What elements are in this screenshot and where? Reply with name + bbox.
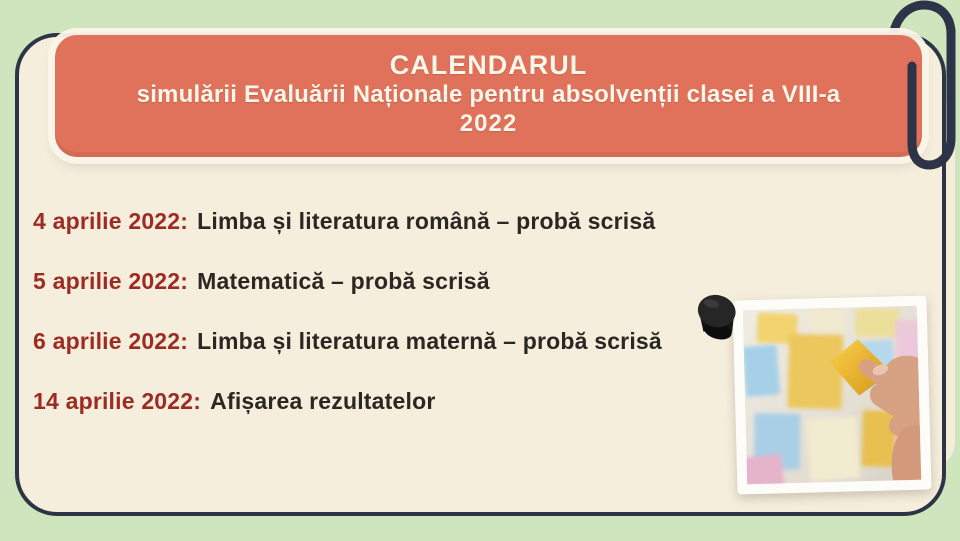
schedule-event: Limba și literatura maternă – probă scrisă bbox=[197, 328, 662, 354]
banner-subtitle: simulării Evaluării Naționale pentru absolvenții clasei a VIII-a bbox=[136, 81, 841, 108]
banner bbox=[55, 35, 922, 157]
schedule-list bbox=[33, 208, 713, 448]
banner-title: CALENDARUL bbox=[389, 50, 588, 80]
schedule-date: 6 aprilie 2022: bbox=[33, 328, 189, 354]
photo-image bbox=[743, 306, 921, 484]
schedule-date: 5 aprilie 2022: bbox=[33, 268, 189, 294]
schedule-item bbox=[33, 388, 713, 415]
schedule-event: Afișarea rezultatelor bbox=[210, 388, 436, 414]
sticky-notes-photo bbox=[732, 295, 931, 494]
schedule-event: Limba și literatura română – probă scrisă bbox=[197, 208, 656, 234]
schedule-date: 4 aprilie 2022: bbox=[33, 208, 189, 234]
banner-year: 2022 bbox=[459, 110, 518, 137]
schedule-item bbox=[33, 268, 713, 295]
push-pin-icon bbox=[692, 292, 752, 354]
schedule-item bbox=[33, 208, 713, 235]
schedule-event: Matematică – probă scrisă bbox=[197, 268, 490, 294]
schedule-date: 14 aprilie 2022: bbox=[33, 388, 202, 414]
schedule-item bbox=[33, 328, 713, 355]
hand-image bbox=[743, 306, 921, 484]
paperclip-icon bbox=[870, 0, 960, 175]
